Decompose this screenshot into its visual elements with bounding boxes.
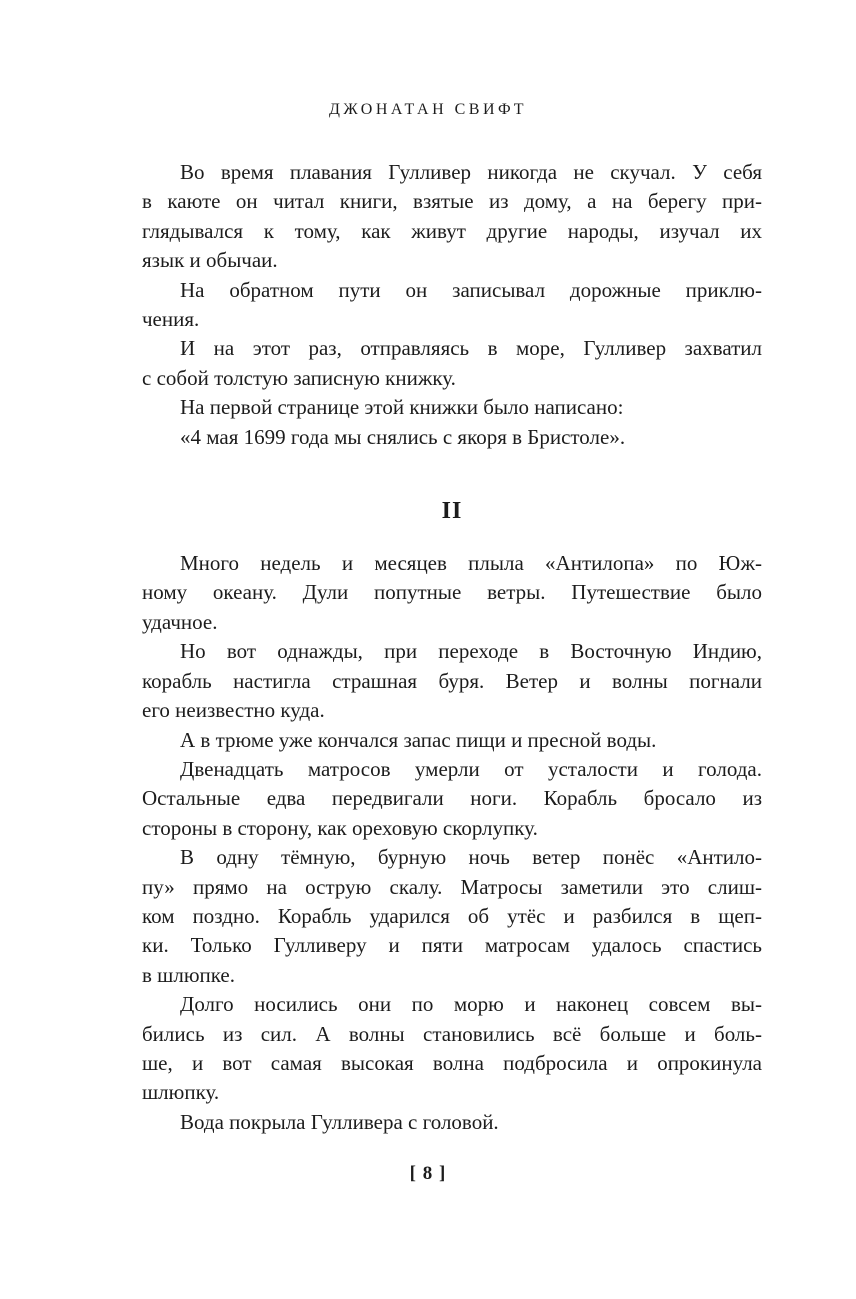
text-line: чения.	[142, 307, 200, 332]
text-line: Но вот однажды, при переходе в Восточную Индию,	[180, 639, 762, 664]
text-line: корабль настигла страшная буря. Ветер и волны погнали	[142, 668, 762, 693]
paragraph	[142, 276, 762, 335]
paragraph	[142, 158, 762, 276]
section-heading: II	[441, 498, 463, 525]
text-line: И на этот раз, отправляясь в море, Гулливер захватил	[180, 336, 762, 361]
text-line: На первой странице этой книжки было написано:	[180, 395, 624, 420]
text-line: с собой толстую записную книжку.	[142, 365, 456, 390]
text-line: Долго носились они по морю и наконец совсем вы-	[180, 992, 762, 1017]
author-header: ДЖОНАТАН СВИФТ	[328, 101, 528, 118]
text-line: стороны в сторону, как ореховую скорлупку.	[142, 815, 538, 840]
paragraph	[142, 726, 762, 755]
text-line: Много недель и месяцев плыла «Антилопа» по Юж-	[180, 551, 762, 576]
text-line: ше, и вот самая высокая волна подбросила и опрокинула	[142, 1050, 762, 1075]
page-content	[142, 158, 762, 1137]
text-line: удачное.	[142, 609, 218, 634]
text-line: пу» прямо на острую скалу. Матросы заметили это слиш-	[142, 874, 762, 899]
text-line: ком поздно. Корабль ударился об утёс и разбился в щеп-	[142, 903, 762, 928]
text-line: А в трюме уже кончался запас пищи и пресной воды.	[180, 727, 657, 752]
text-line: в каюте он читал книги, взятые из дому, а на берегу при-	[142, 189, 762, 214]
text-line: бились из сил. А волны становились всё больше и боль-	[142, 1021, 762, 1046]
text-line: Вода покрыла Гулливера с головой.	[180, 1109, 499, 1134]
paragraph	[142, 423, 762, 452]
text-line: В одну тёмную, бурную ночь ветер понёс «Антило-	[180, 845, 762, 870]
text-line: Остальные едва передвигали ноги. Корабль бросало из	[142, 786, 762, 811]
paragraph	[142, 755, 762, 843]
text-line: На обратном пути он записывал дорожные приклю-	[180, 277, 762, 302]
paragraph	[142, 1108, 762, 1137]
text-line: ному океану. Дули попутные ветры. Путешествие было	[142, 580, 762, 605]
text-line: Двенадцать матросов умерли от усталости и голода.	[180, 756, 762, 781]
paragraph	[142, 637, 762, 725]
text-line: в шлюпке.	[142, 962, 235, 987]
paragraph	[142, 334, 762, 393]
paragraph	[142, 393, 762, 422]
text-line: язык и обычаи.	[142, 248, 278, 273]
paragraph	[142, 990, 762, 1108]
text-line: шлюпку.	[142, 1080, 220, 1105]
text-line: «4 мая 1699 года мы снялись с якоря в Бристоле».	[180, 424, 626, 449]
text-line: его неизвестно куда.	[142, 698, 325, 723]
page-number: [ 8 ]	[409, 1163, 447, 1184]
paragraph	[142, 549, 762, 637]
text-line: глядывался к тому, как живут другие народы, изучал их	[142, 218, 762, 243]
text-line: ки. Только Гулливеру и пяти матросам удалось спастись	[142, 933, 762, 958]
paragraph	[142, 843, 762, 990]
text-line: Во время плавания Гулливер никогда не скучал. У себя	[180, 160, 762, 184]
